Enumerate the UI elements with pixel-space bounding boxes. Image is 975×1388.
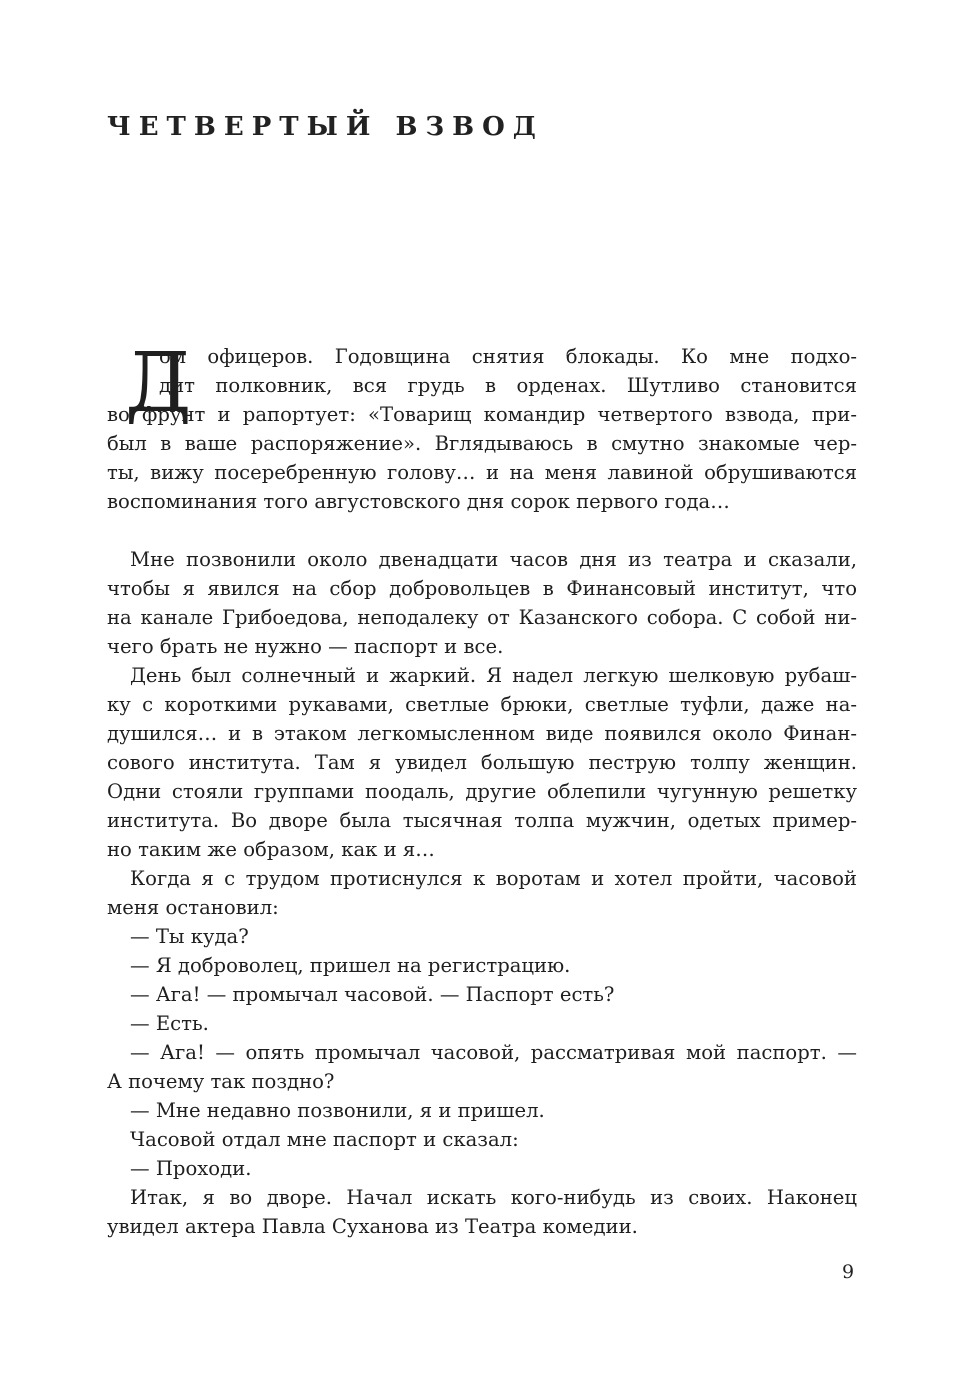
text-line: был в ваше распоряжение». Вглядываюсь в смутно знакомые чер-: [107, 432, 857, 455]
text-line: ты, вижу посеребренную голову… и на меня лавиной обрушиваются: [107, 461, 857, 484]
body-text: [107, 545, 857, 1241]
text-line: меня остановил:: [107, 896, 279, 919]
dialogue-line: — Проходи.: [130, 1157, 252, 1180]
dialogue-line: А почему так поздно?: [107, 1070, 335, 1093]
text-line: Часовой отдал мне паспорт и сказал:: [130, 1128, 519, 1151]
text-line: воспоминания того августовского дня сорок первого года…: [107, 490, 730, 513]
text-line: во фрунт и рапортует: «Товарищ командир четвертого взвода, при-: [107, 403, 857, 426]
text-line: ом офицеров. Годовщина снятия блокады. Ко мне подхо-: [159, 345, 857, 368]
text-line: Итак, я во дворе. Начал искать кого-нибудь из своих. Наконец: [130, 1186, 857, 1209]
drop-cap: Д: [125, 336, 192, 431]
text-line: ку с короткими рукавами, светлые брюки, светлые туфли, даже на-: [107, 693, 857, 716]
text-line: душился… и в этаком легкомысленном виде появился около Финан-: [107, 722, 857, 745]
text-line: но таким же образом, как и я…: [107, 838, 435, 861]
text-line: чтобы я явился на сбор добровольцев в Финансовый институт, что: [107, 577, 857, 600]
dialogue-line: — Есть.: [130, 1012, 209, 1035]
dialogue-line: — Я доброволец, пришел на регистрацию.: [130, 954, 571, 977]
dialogue-line: — Ага! — опять промычал часовой, рассматривая мой паспорт. —: [130, 1041, 857, 1064]
text-line: увидел актера Павла Суханова из Театра комедии.: [107, 1215, 638, 1238]
chapter-title: ЧЕТВЕРТЫЙ ВЗВОД: [107, 112, 544, 142]
text-line: на канале Грибоедова, неподалеку от Казанского собора. С собой ни-: [107, 606, 857, 629]
text-line: Когда я с трудом протиснулся к воротам и хотел пройти, часовой: [130, 867, 857, 890]
dialogue-line: — Ты куда?: [130, 925, 249, 948]
text-line: Мне позвонили около двенадцати часов дня из театра и сказали,: [130, 548, 857, 571]
text-line: сового института. Там я увидел большую пеструю толпу женщин.: [107, 751, 857, 774]
page-number: 9: [842, 1261, 855, 1283]
intro-paragraph: [107, 336, 857, 516]
text-line: института. Во дворе была тысячная толпа мужчин, одетых пример-: [107, 809, 857, 832]
text-line: День был солнечный и жаркий. Я надел легкую шелковую рубаш-: [130, 664, 857, 687]
text-line: дит полковник, вся грудь в орденах. Шутливо становится: [159, 374, 857, 397]
dialogue-line: — Ага! — промычал часовой. — Паспорт есть?: [130, 983, 615, 1006]
text-line: Одни стояли группами поодаль, другие облепили чугунную решетку: [107, 780, 857, 803]
dialogue-line: — Мне недавно позвонили, я и пришел.: [130, 1099, 545, 1122]
text-line: чего брать не нужно — паспорт и все.: [107, 635, 504, 658]
